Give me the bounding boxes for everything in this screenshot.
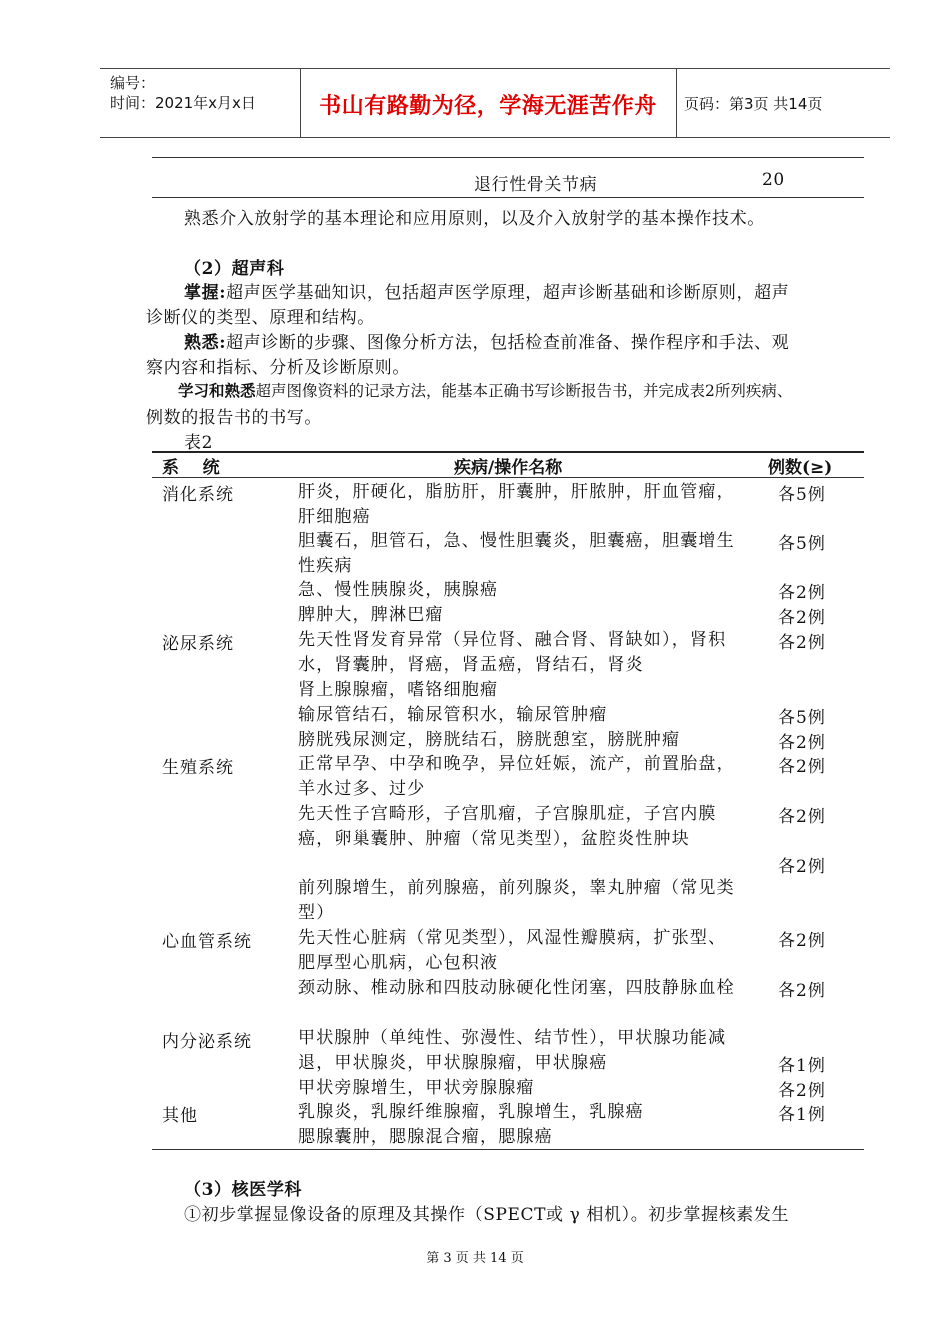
table-caption: 表2	[184, 433, 214, 453]
disease-cell: 胆囊石，胆管石，急、慢性胆囊炎，胆囊癌，胆囊增生性疾病	[298, 531, 735, 576]
disease-cell: 腮腺囊肿，腮腺混合瘤，腮腺癌	[298, 1127, 553, 1147]
system-cell: 生殖系统	[162, 758, 234, 778]
time-label: 时间：2021年x月x日	[110, 94, 256, 112]
disease-cell: 前列腺增生，前列腺癌，前列腺炎，睾丸肿瘤（常见类型）	[298, 878, 735, 923]
system-cell: 心血管系统	[162, 932, 252, 952]
familiar-text-1: 超声诊断的步骤、图像分析方法，包括检查前准备、操作程序和手法、观	[226, 333, 790, 353]
count-cell: 各5例	[778, 708, 826, 728]
system-cell: 消化系统	[162, 485, 234, 505]
prev-table-count: 20	[762, 170, 785, 190]
count-cell: 各1例	[778, 1056, 826, 1076]
disease-cell: 甲状旁腺增生，甲状旁腺腺瘤	[298, 1078, 535, 1098]
header-system: 系 统	[162, 458, 220, 478]
count-cell: 各2例	[778, 733, 826, 753]
page-footer: 第 3 页 共 14 页	[426, 1251, 524, 1266]
master-text-1: 超声医学基础知识，包括超声医学原理，超声诊断基础和诊断原则，超声	[226, 283, 790, 303]
prev-table-disease: 退行性骨关节病	[474, 175, 598, 195]
disease-cell: 先天性心脏病（常见类型），风湿性瓣膜病，扩张型、肥厚型心肌病，心包积液	[298, 928, 727, 973]
count-cell: 各2例	[778, 981, 826, 1001]
count-cell: 各2例	[778, 807, 826, 827]
disease-cell: 输尿管结石，输尿管积水，输尿管肿瘤	[298, 705, 608, 725]
count-cell: 各2例	[778, 1081, 826, 1101]
count-cell: 各5例	[778, 485, 826, 505]
table-bottom-rule	[152, 1149, 864, 1150]
intro-line: 熟悉介入放射学的基本理论和应用原则，以及介入放射学的基本操作技术。	[184, 209, 765, 229]
header-disease: 疾病/操作名称	[454, 458, 563, 478]
system-cell: 内分泌系统	[162, 1032, 252, 1052]
disease-cell: 急、慢性胰腺炎，胰腺癌	[298, 580, 499, 600]
disease-cell: 颈动脉、椎动脉和四肢动脉硬化性闭塞，四肢静脉血栓	[298, 978, 735, 998]
count-cell: 各2例	[778, 757, 826, 777]
document-header	[100, 68, 890, 138]
master-label: 掌握:	[184, 283, 227, 303]
count-cell: 各1例	[778, 1105, 826, 1125]
disease-cell: 乳腺炎，乳腺纤维腺瘤，乳腺增生，乳腺癌	[298, 1102, 644, 1122]
table-rule	[152, 197, 864, 198]
master-paragraph	[184, 278, 789, 303]
nuclear-line-1: ①初步掌握显像设备的原理及其操作（SPECT或 γ 相机）。初步掌握核素发生	[184, 1205, 790, 1225]
disease-cell: 先天性肾发育异常（异位肾、融合肾、肾缺如），肾积水，肾囊肿，肾癌，肾盂癌，肾结石，肾炎	[298, 630, 727, 675]
study-paragraph	[178, 379, 792, 401]
count-cell: 各2例	[778, 931, 826, 951]
familiar-label: 熟悉:	[184, 333, 227, 353]
system-cell: 泌尿系统	[162, 634, 234, 654]
study-label: 学习和熟悉	[178, 381, 256, 400]
study-text-2: 例数的报告书的书写。	[146, 408, 322, 428]
system-cell: 其他	[162, 1106, 198, 1126]
familiar-text-2: 察内容和指标、分析及诊断原则。	[146, 358, 410, 378]
table-rule	[152, 157, 864, 158]
ultrasound-heading: （2）超声科	[184, 259, 285, 279]
table-header-rule	[152, 477, 864, 478]
count-cell: 各2例	[778, 857, 826, 877]
header-divider	[676, 69, 677, 137]
count-cell: 各2例	[778, 583, 826, 603]
count-cell: 各2例	[778, 608, 826, 628]
disease-cell: 先天性子宫畸形，子宫肌瘤，子宫腺肌症，子宫内膜癌，卵巢囊肿、肿瘤（常见类型），盆腔炎性肿块	[298, 804, 717, 849]
disease-cell: 正常早孕、中孕和晚孕，异位妊娠，流产，前置胎盘，羊水过多、过少	[298, 754, 735, 799]
nuclear-heading: （3）核医学科	[184, 1180, 303, 1200]
familiar-paragraph	[184, 328, 789, 353]
header-meta	[110, 73, 256, 113]
disease-cell: 肝炎，肝硬化，脂肪肝，肝囊肿，肝脓肿，肝血管瘤，肝细胞癌	[298, 482, 735, 527]
header-page-info: 页码：第3页 共14页	[684, 95, 823, 113]
disease-cell: 膀胱残尿测定，膀胱结石，膀胱憩室，膀胱肿瘤	[298, 730, 681, 750]
disease-cell: 脾肿大，脾淋巴瘤	[298, 605, 444, 625]
count-cell: 各5例	[778, 534, 826, 554]
number-label: 编号：	[110, 74, 156, 92]
master-text-2: 诊断仪的类型、原理和结构。	[146, 308, 375, 328]
count-cell: 各2例	[778, 633, 826, 653]
disease-cell: 肾上腺腺瘤，嗜铬细胞瘤	[298, 680, 499, 700]
header-count: 例数(≥)	[768, 458, 833, 478]
disease-cell: 甲状腺肿（单纯性、弥漫性、结节性），甲状腺功能减退，甲状腺炎，甲状腺腺瘤，甲状腺癌	[298, 1028, 727, 1073]
header-motto: 书山有路勤为径，学海无涯苦作舟	[319, 94, 657, 119]
study-text-1: 超声图像资料的记录方法，能基本正确书写诊断报告书，并完成表2所列疾病、	[255, 382, 793, 400]
